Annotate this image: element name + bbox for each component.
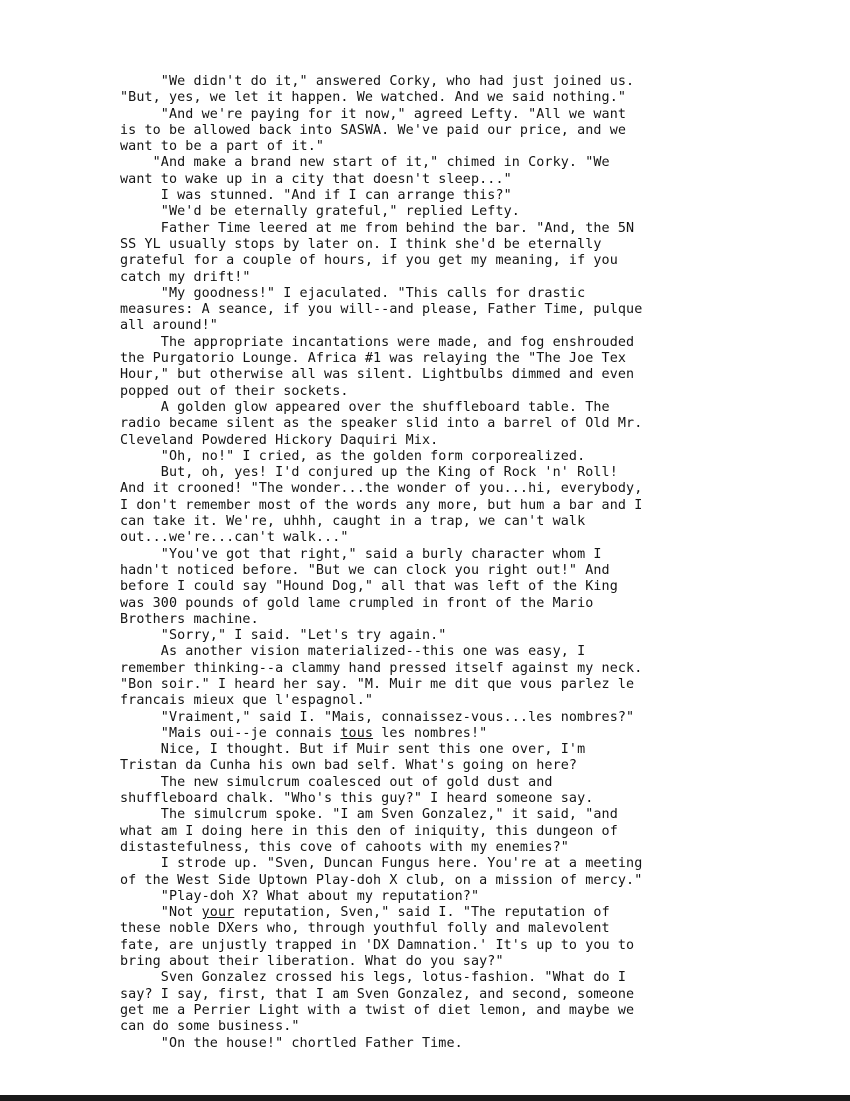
- text-run: Hour," but otherwise all was silent. Lightbulbs dimmed and even: [120, 367, 635, 383]
- text-run: "Play-doh X? What about my reputation?": [120, 888, 480, 904]
- text-run: Sven Gonzalez crossed his legs, lotus-fashion. "What do I: [120, 970, 627, 986]
- text-run: The simulcrum spoke. "I am Sven Gonzalez," it said, "and: [120, 807, 618, 823]
- underlined-word: tous: [340, 725, 374, 741]
- underlined-word: your: [201, 905, 235, 921]
- text-run: But, oh, yes! I'd conjured up the King of Rock 'n' Roll!: [120, 465, 618, 481]
- text-line: [120, 905, 760, 921]
- text-line: [120, 384, 760, 400]
- text-run: The appropriate incantations were made, and fog enshrouded: [120, 334, 635, 350]
- text-line: [120, 758, 760, 774]
- text-line: [120, 987, 760, 1003]
- text-run: want to wake up in a city that doesn't sleep...": [120, 171, 512, 187]
- text-line: [120, 335, 760, 351]
- text-run: of the West Side Uptown Play-doh X club, on a mission of mercy.": [120, 872, 643, 888]
- text-run: "You've got that right," said a burly character whom I: [120, 546, 602, 562]
- text-line: [120, 221, 760, 237]
- text-run: out...we're...can't walk...": [120, 530, 349, 546]
- text-line: [120, 367, 760, 383]
- text-run: remember thinking--a clammy hand pressed itself against my neck.: [120, 660, 643, 676]
- text-line: [120, 661, 760, 677]
- text-line: [120, 188, 760, 204]
- text-run: measures: A seance, if you will--and please, Father Time, pulque: [120, 302, 643, 318]
- text-run: fate, are unjustly trapped in 'DX Damnation.' It's up to you to: [120, 937, 635, 953]
- text-run: I was stunned. "And if I can arrange this?": [120, 188, 512, 204]
- text-line: [120, 286, 760, 302]
- text-line: [120, 921, 760, 937]
- text-run: "We didn't do it," answered Corky, who had just joined us.: [120, 74, 635, 89]
- text-line: [120, 433, 760, 449]
- text-run: the Purgatorio Lounge. Africa #1 was relaying the "The Joe Tex: [120, 351, 627, 367]
- text-line: [120, 840, 760, 856]
- text-run: Nice, I thought. But if Muir sent this one over, I'm: [120, 742, 586, 758]
- text-run: all around!": [120, 318, 218, 334]
- text-line: [120, 204, 760, 220]
- text-line: [120, 547, 760, 563]
- text-run: les nombres!": [373, 725, 488, 741]
- text-run: want to be a part of it.": [120, 139, 325, 155]
- text-run: SS YL usually stops by later on. I think she'd be eternally: [120, 236, 602, 252]
- text-run: I don't remember most of the words any more, but hum a bar and I: [120, 497, 643, 513]
- text-run: "Mais oui--je connais: [120, 725, 341, 741]
- text-line: [120, 416, 760, 432]
- text-line: [120, 856, 760, 872]
- text-line: [120, 612, 760, 628]
- text-run: what am I doing here in this den of iniquity, this dungeon of: [120, 823, 618, 839]
- text-line: [120, 889, 760, 905]
- text-run: "Bon soir." I heard her say. "M. Muir me dit que vous parlez le: [120, 676, 635, 692]
- text-run: popped out of their sockets.: [120, 383, 349, 399]
- text-line: [120, 628, 760, 644]
- text-line: [120, 139, 760, 155]
- text-run: Father Time leered at me from behind the bar. "And, the 5N: [120, 220, 635, 236]
- text-line: [120, 400, 760, 416]
- text-line: [120, 302, 760, 318]
- text-line: [120, 710, 760, 726]
- text-run: before I could say "Hound Dog," all that was left of the King: [120, 579, 618, 595]
- text-line: [120, 596, 760, 612]
- text-line: [120, 498, 760, 514]
- text-run: "On the house!" chortled Father Time.: [120, 1035, 463, 1051]
- text-run: "And we're paying for it now," agreed Lefty. "All we want: [120, 106, 627, 122]
- text-run: distastefulness, this cove of cahoots with my enemies?": [120, 839, 569, 855]
- text-line: [120, 237, 760, 253]
- text-line: [120, 90, 760, 106]
- text-run: francais mieux que l'espagnol.": [120, 693, 374, 709]
- text-run: "Oh, no!" I cried, as the golden form corporealized.: [120, 448, 586, 464]
- text-run: The new simulcrum coalesced out of gold dust and: [120, 774, 553, 790]
- text-run: "Sorry," I said. "Let's try again.": [120, 628, 447, 644]
- text-line: [120, 253, 760, 269]
- text-run: hadn't noticed before. "But we can clock you right out!" And: [120, 562, 610, 578]
- page-bottom-edge: [0, 1095, 850, 1101]
- text-run: can do some business.": [120, 1019, 300, 1035]
- text-run: "And make a brand new start of it," chimed in Corky. "We: [120, 155, 610, 171]
- text-run: Tristan da Cunha his own bad self. What's going on here?: [120, 758, 578, 774]
- text-line: [120, 318, 760, 334]
- text-line: [120, 742, 760, 758]
- text-line: [120, 677, 760, 693]
- text-run: radio became silent as the speaker slid into a barrel of Old Mr.: [120, 416, 643, 432]
- text-line: [120, 726, 760, 742]
- text-line: [120, 644, 760, 660]
- text-line: [120, 270, 760, 286]
- text-run: Brothers machine.: [120, 611, 259, 627]
- text-run: shuffleboard chalk. "Who's this guy?" I heard someone say.: [120, 791, 594, 807]
- text-run: I strode up. "Sven, Duncan Fungus here. You're at a meeting: [120, 856, 643, 872]
- text-line: [120, 970, 760, 986]
- text-run: get me a Perrier Light with a twist of diet lemon, and maybe we: [120, 1002, 635, 1018]
- text-line: [120, 824, 760, 840]
- text-run: "My goodness!" I ejaculated. "This calls for drastic: [120, 285, 586, 301]
- text-line: [120, 791, 760, 807]
- text-run: "Not: [120, 905, 202, 921]
- text-line: [120, 938, 760, 954]
- text-line: [120, 74, 760, 90]
- text-run: bring about their liberation. What do you say?": [120, 954, 504, 970]
- text-line: [120, 449, 760, 465]
- text-line: [120, 530, 760, 546]
- text-line: [120, 351, 760, 367]
- text-run: "We'd be eternally grateful," replied Lefty.: [120, 204, 520, 220]
- text-line: [120, 954, 760, 970]
- text-line: [120, 563, 760, 579]
- text-run: grateful for a couple of hours, if you get my meaning, if you: [120, 253, 618, 269]
- text-run: can take it. We're, uhhh, caught in a trap, we can't walk: [120, 514, 586, 530]
- text-line: [120, 1036, 760, 1052]
- text-line: [120, 693, 760, 709]
- text-run: "Vraiment," said I. "Mais, connaissez-vous...les nombres?": [120, 709, 635, 725]
- text-run: these noble DXers who, through youthful folly and malevolent: [120, 921, 610, 937]
- text-line: [120, 172, 760, 188]
- text-line: [120, 107, 760, 123]
- text-run: As another vision materialized--this one was easy, I: [120, 644, 586, 660]
- text-run: is to be allowed back into SASWA. We've paid our price, and we: [120, 122, 627, 138]
- text-run: "But, yes, we let it happen. We watched. And we said nothing.": [120, 90, 627, 106]
- text-line: [120, 775, 760, 791]
- text-line: [120, 1003, 760, 1019]
- text-run: say? I say, first, that I am Sven Gonzalez, and second, someone: [120, 986, 635, 1002]
- text-line: [120, 155, 760, 171]
- text-line: [120, 514, 760, 530]
- text-line: [120, 1019, 760, 1035]
- text-line: [120, 481, 760, 497]
- text-line: [120, 873, 760, 889]
- typewritten-text: [120, 74, 760, 1052]
- text-line: [120, 465, 760, 481]
- text-run: was 300 pounds of gold lame crumpled in front of the Mario: [120, 595, 594, 611]
- text-run: And it crooned! "The wonder...the wonder of you...hi, everybody,: [120, 481, 643, 497]
- text-line: [120, 807, 760, 823]
- text-line: [120, 579, 760, 595]
- text-run: A golden glow appeared over the shuffleboard table. The: [120, 399, 610, 415]
- text-run: catch my drift!": [120, 269, 251, 285]
- text-run: Cleveland Powdered Hickory Daquiri Mix.: [120, 432, 439, 448]
- text-line: [120, 123, 760, 139]
- text-run: reputation, Sven," said I. "The reputation of: [234, 905, 610, 921]
